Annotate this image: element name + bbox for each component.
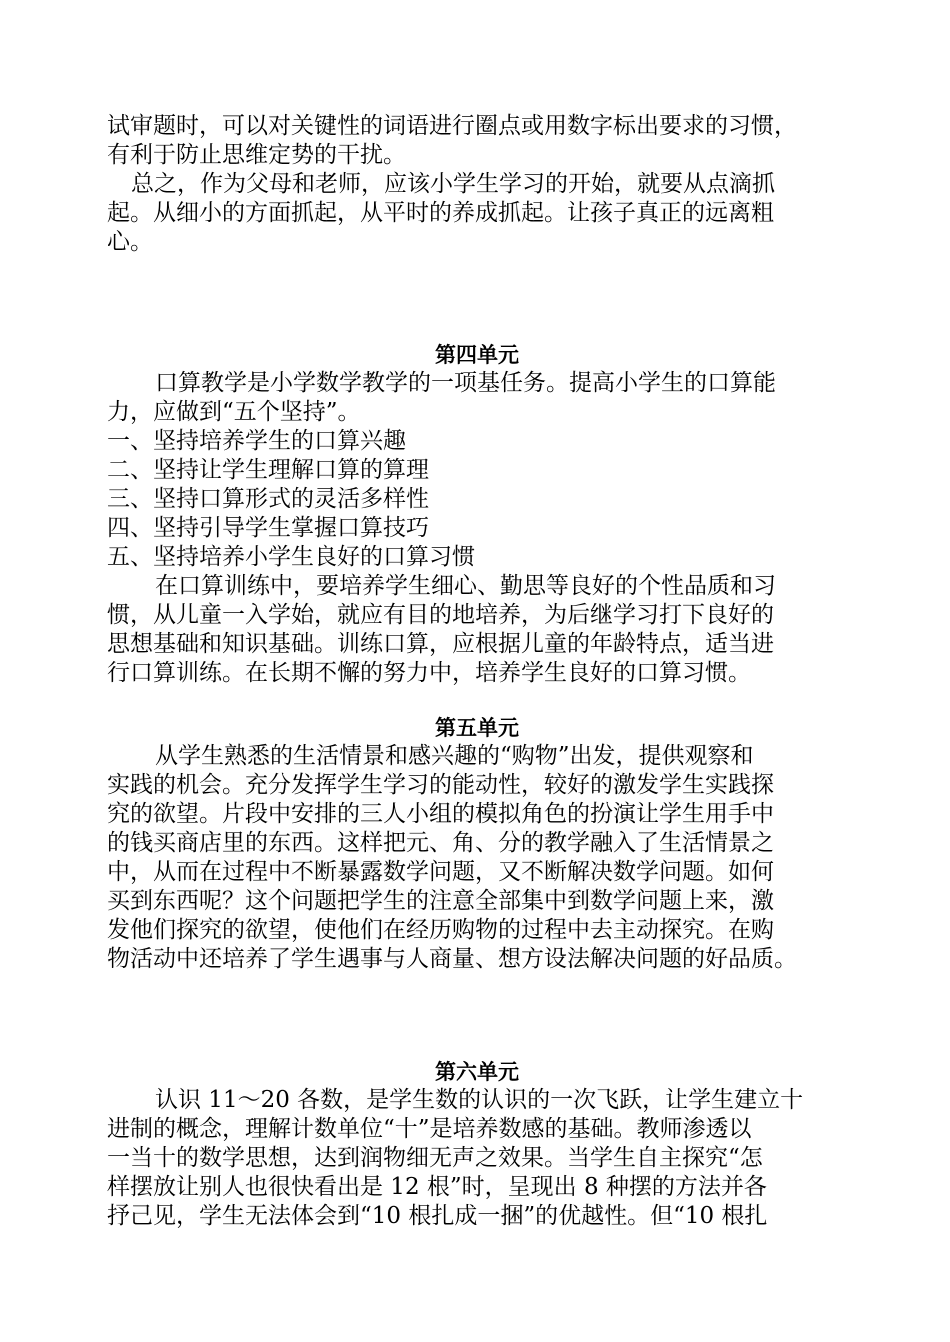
- unit5-line-1: 从学生熟悉的生活情景和感兴趣的“购物”出发，提供观察和: [155, 743, 754, 769]
- unit4-para2-line-2: 惯，从儿童一入学始，就应有目的地培养，为后继学习打下良好的: [107, 602, 774, 628]
- unit4-item-2: 二、坚持让学生理解口算的算理: [107, 457, 429, 483]
- unit4-section: [107, 340, 847, 688]
- unit4-para1-line-1: 口算教学是小学数学教学的一项基任务。提高小学生的口算能: [155, 370, 776, 396]
- unit5-line-5: 中，从而在过程中不断暴露数学问题，又不断解决数学问题。如何: [107, 859, 774, 885]
- unit4-title: 第四单元: [435, 342, 519, 367]
- unit5-line-2: 实践的机会。充分发挥学生学习的能动性，较好的激发学生实践探: [107, 772, 774, 798]
- unit5-title: 第五单元: [435, 715, 519, 740]
- unit6-title: 第六单元: [435, 1059, 519, 1084]
- unit6-line-1: 认识 11～20 各数，是学生数的认识的一次飞跃，让学生建立十: [155, 1087, 804, 1113]
- intro-line-1: 试审题时，可以对关键性的词语进行圈点或用数字标出要求的习惯，: [107, 113, 797, 139]
- unit4-para2-line-4: 行口算训练。在长期不懈的努力中，培养学生良好的口算习惯。: [107, 660, 751, 686]
- conclusion-line-3: 心。: [107, 229, 153, 255]
- unit6-line-5: 抒己见，学生无法体会到“10 根扎成一捆”的优越性。但“10 根扎: [107, 1203, 768, 1229]
- unit4-para2-line-3: 思想基础和知识基础。训练口算，应根据儿童的年龄特点，适当进: [107, 631, 774, 657]
- unit6-line-4: 样摆放让别人也很快看出是 12 根”时，呈现出 8 种摆的方法并各: [107, 1174, 767, 1200]
- unit6-line-3: 一当十的数学思想，达到润物细无声之效果。当学生自主探究“怎: [107, 1145, 763, 1171]
- intro-line-2: 有利于防止思维定势的干扰。: [107, 142, 406, 168]
- conclusion-line-1: 总之，作为父母和老师，应该小学生学习的开始，就要从点滴抓: [131, 171, 775, 197]
- unit5-section: [107, 713, 847, 974]
- unit6-section: [107, 1057, 847, 1231]
- conclusion-paragraph: [107, 170, 847, 257]
- unit4-para2-line-1: 在口算训练中，要培养学生细心、勤思等良好的个性品质和习: [155, 573, 776, 599]
- unit4-item-1: 一、坚持培养学生的口算兴趣: [107, 428, 406, 454]
- unit5-line-8: 物活动中还培养了学生遇事与人商量、想方设法解决问题的好品质。: [107, 946, 797, 972]
- unit4-item-3: 三、坚持口算形式的灵活多样性: [107, 486, 429, 512]
- unit4-item-4: 四、坚持引导学生掌握口算技巧: [107, 515, 429, 541]
- unit5-line-7: 发他们探究的欲望，使他们在经历购物的过程中去主动探究。在购: [107, 917, 774, 943]
- intro-paragraph: [107, 112, 847, 170]
- unit5-line-3: 究的欲望。片段中安排的三人小组的模拟角色的扮演让学生用手中: [107, 801, 774, 827]
- unit5-line-6: 买到东西呢？这个问题把学生的注意全部集中到数学问题上来，激: [107, 888, 774, 914]
- unit6-line-2: 进制的概念，理解计数单位“十”是培养数感的基础。教师渗透以: [107, 1116, 752, 1142]
- unit4-item-5: 五、坚持培养小学生良好的口算习惯: [107, 544, 475, 570]
- unit5-line-4: 的钱买商店里的东西。这样把元、角、分的教学融入了生活情景之: [107, 830, 774, 856]
- conclusion-line-2: 起。从细小的方面抓起，从平时的养成抓起。让孩子真正的远离粗: [107, 200, 774, 226]
- unit4-para1-line-2: 力，应做到“五个坚持”。: [107, 399, 361, 425]
